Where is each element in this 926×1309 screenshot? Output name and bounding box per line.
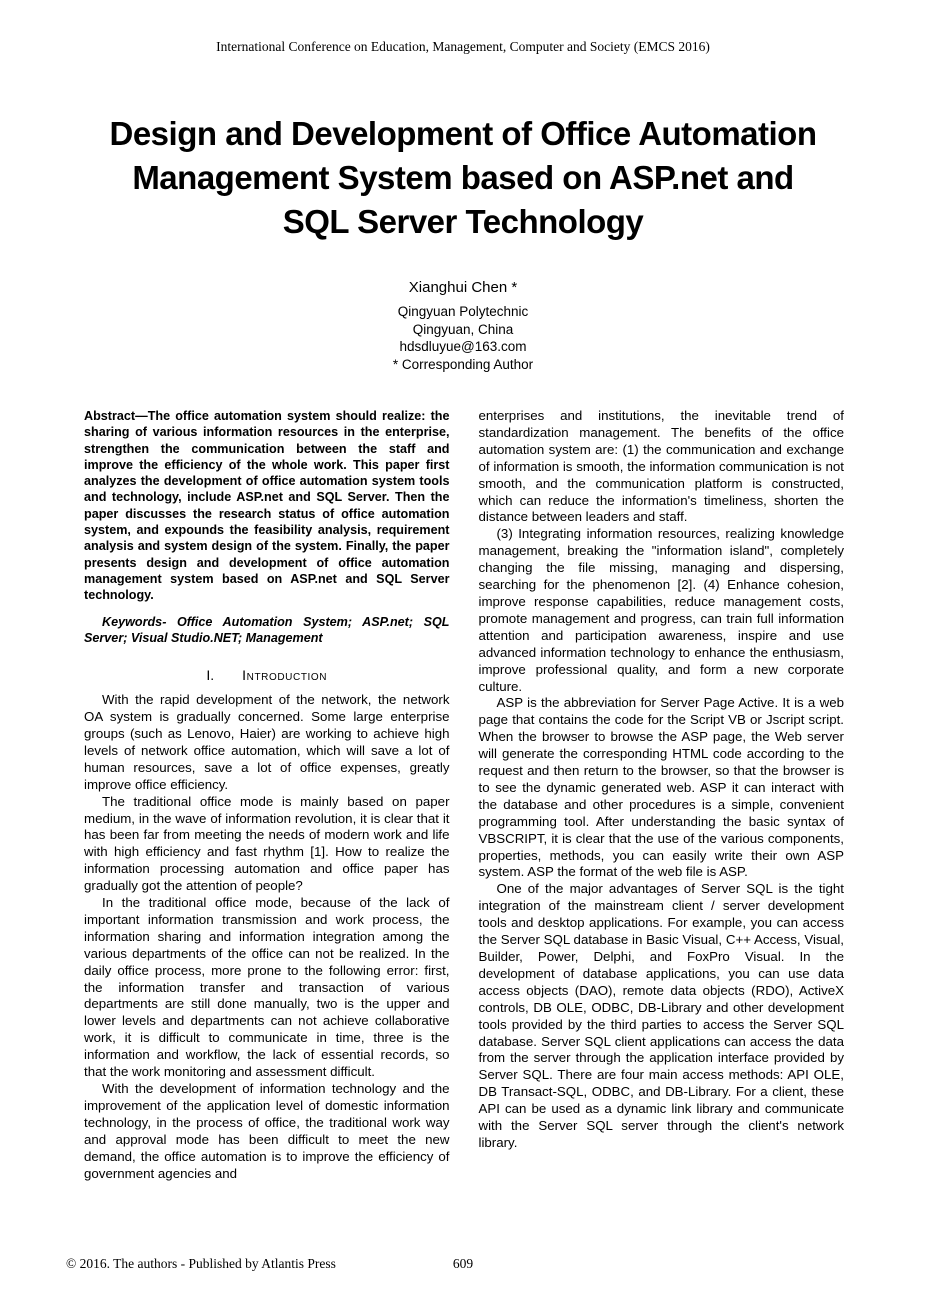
- keywords-label: Keywords-: [102, 614, 167, 629]
- footer-page-number: 609: [452, 1256, 474, 1271]
- corresponding-author-note: * Corresponding Author: [392, 356, 534, 372]
- intro-paragraph-1: With the rapid development of the network, the network OA system is gradually concerned. Some large enterprise groups (such as Lenovo, Haier) are working to achieve high levels of network office automation, which will save a lot of human resources, save a lot of office expenses, greatly improve office efficiency.: [84, 692, 450, 792]
- section-heading-introduction: [84, 667, 450, 683]
- author-email: hdsdluyue@163.com: [399, 339, 527, 354]
- two-column-body: [84, 408, 844, 1182]
- author-name: Xianghui Chen *: [408, 279, 518, 296]
- page-footer: [0, 1256, 926, 1276]
- author-block: [0, 279, 926, 373]
- right-column: [479, 408, 845, 1182]
- keywords-text: Office Automation System; ASP.net; SQL Server; Visual Studio.NET; Management: [84, 614, 450, 645]
- intro-paragraph-2: The traditional office mode is mainly based on paper medium, in the wave of information revolution, it is clear that it has been far from meeting the needs of modern work and life with high efficiency and fast rhythm [1]. How to realize the information processing automation and office paper has gradually got the attention of people?: [84, 793, 450, 894]
- author-city: Qingyuan, China: [412, 321, 514, 337]
- intro-continuation-paragraph: enterprises and institutions, the inevitable trend of standardization management. The benefits of the office automation system are: (1) the communication and exchange of information is smooth, the information communication is not smooth, and the communication platform is constructed, which can reduce the information's timeliness, shorten the distance between leaders and staff.: [478, 408, 844, 525]
- paper-title-line-3: SQL Server Technology: [282, 203, 644, 240]
- running-header: International Conference on Education, Management, Computer and Society (EMCS 2016): [216, 39, 710, 54]
- benefits-paragraph: (3) Integrating information resources, realizing knowledge management, breaking the "information island", completely changing the file missing, managing and dispersing, searching for the phenomenon [2]. (4) Enhance cohesion, improve response capabilities, reduce management costs, promote management and progress, can train full information attention and participation awareness, inspire and use advanced information technology to enhance the enthusiasm, improve professional quality, and form a new corporate culture.: [478, 526, 844, 694]
- footer-copyright: © 2016. The authors - Published by Atlantis Press: [66, 1256, 336, 1271]
- section-number: I.: [206, 667, 215, 684]
- intro-paragraph-3: In the traditional office mode, because of the lack of important information transmission and work process, the information sharing and information integration among the various departments of the office can not be realized. In the daily office process, more prone to the following error: first, the information transfer and transaction of various departments are still done manually, two is the upper and lower levels and departments can not achieve collaborative work, it is difficult to communicate in time, three is the information and workflow, the lack of essential records, so that the work monitoring and assessment difficult.: [84, 895, 450, 1080]
- author-affiliation: Qingyuan Polytechnic: [397, 304, 529, 319]
- section-title: Introduction: [242, 667, 328, 684]
- paper-title-line-1: Design and Development of Office Automation: [109, 115, 817, 152]
- paper-title-line-2: Management System based on ASP.net and: [132, 159, 794, 196]
- keywords-paragraph: [84, 614, 450, 647]
- abstract-label: Abstract—: [84, 409, 148, 423]
- sql-server-paragraph: One of the major advantages of Server SQL is the tight integration of the mainstream client / server development tools and desktop applications. For example, you can access the Server SQL database in Basic Visual, C++ Access, Visual, Builder, Power, Delphi, and FoxPro Visual. In the development of database applications, you can use data access objects (DAO), remote data objects (RDO), ActiveX controls, DB OLE, ODBC, DB-Library and other development tools provided by the third parties to access the Server SQL database. Server SQL client applications can access the data from the server through the application interface provided by Server SQL. There are four main access methods: API OLE, DB Transact-SQL, ODBC, and DB-Library. For a client, these API can be used as a dynamic link library and communicate with the Server SQL server through the client's network library.: [478, 881, 844, 1150]
- intro-paragraph-4: With the development of information technology and the improvement of the application level of domestic information technology, in the process of office, the traditional work way and approval mode has been difficult to meet the new demand, the office automation is to improve the efficiency of government agencies and: [84, 1081, 450, 1181]
- left-column: [84, 408, 450, 1182]
- asp-paragraph: ASP is the abbreviation for Server Page Active. It is a web page that contains the code for the Script VB or Jscript script. When the browser to browse the ASP page, the Web server will generate the corresponding HTML code according to the request and then return to the browser, so that the browser is to see the dynamic generated web. ASP it can interact with the database and other procedures is a simple, convenient programming tool. After understanding the basic syntax of VBSCRIPT, it is clear that the use of the various components, properties, methods, you can easily write their own ASP system. ASP the format of the web file is ASP.: [478, 695, 844, 880]
- abstract-text: The office automation system should realize: the sharing of various information resources in the enterprise, strengthen the communication between the staff and improve the efficiency of the whole work. This paper first analyzes the development of office automation system tools and technology, include ASP.net and SQL Server. Then the paper discusses the research status of office automation system, and expounds the feasibility analysis, requirement analysis and system design of the system. Finally, the paper presents design and development of office automation management system based on ASP.net and SQL Server technology.: [84, 409, 450, 603]
- abstract-paragraph: [84, 408, 450, 604]
- paper-title: [63, 112, 863, 244]
